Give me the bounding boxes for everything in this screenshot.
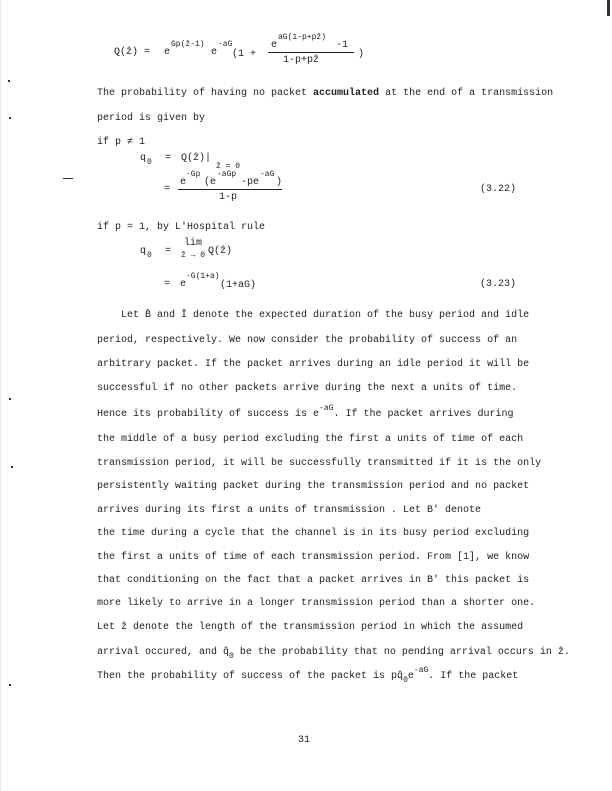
body-line-4: successful if no other packets arrive during the next a units of time. bbox=[97, 383, 518, 394]
eq322-equals: = bbox=[164, 184, 171, 195]
body-line-10: the time during a cycle that the channel is in its busy period excluding bbox=[97, 528, 530, 539]
body-line-15-a: arrival occured, and q̂ bbox=[97, 647, 230, 658]
body-line-5-exp: -aG bbox=[319, 404, 334, 413]
q0lim-lim: lim bbox=[184, 238, 203, 249]
body-line-3: arbitrary packet. If the packet arrives during an idle period it will be bbox=[97, 359, 530, 370]
body-line-16-exp: -aG bbox=[413, 666, 429, 675]
body-line-11: the first a units of time of each transmission period. From [1], we know bbox=[97, 552, 530, 563]
scan-speck bbox=[9, 398, 11, 400]
eq-den: 1-p+pẑ bbox=[283, 55, 320, 66]
fraction-bar bbox=[268, 52, 354, 53]
body-line-14: Let ẑ denote the length of the transmission period in which the assumed bbox=[97, 622, 524, 633]
q0lim-equals: = bbox=[165, 246, 172, 257]
body-line-8: persistently waiting packet during the transmission period and no packet bbox=[97, 481, 530, 492]
eq-e2: e bbox=[211, 47, 218, 58]
body-line-2: period, respectively. We now consider the probability of success of an bbox=[97, 335, 518, 346]
scan-speck bbox=[8, 80, 10, 82]
eq322-fraction-bar bbox=[178, 189, 282, 190]
eq322-end: ) bbox=[276, 177, 283, 188]
eq322-mid: (e bbox=[204, 177, 217, 188]
eq322-tag: (3.22) bbox=[480, 184, 517, 195]
body-line-5 bbox=[97, 404, 514, 421]
body-line-5-a: Hence its probability of success is e bbox=[97, 409, 320, 420]
eq323-exp: -G(1+a) bbox=[186, 272, 220, 281]
body-line-15 bbox=[97, 647, 570, 659]
eq-lhs: Q(ẑ) bbox=[114, 47, 139, 58]
q0lim-sym: q bbox=[140, 246, 147, 257]
body-line-6: the middle of a busy period excluding the first a units of time of each bbox=[97, 434, 524, 445]
body-line-16 bbox=[97, 666, 519, 685]
eq-close: ) bbox=[358, 49, 365, 60]
q0-sub: 0 bbox=[147, 158, 152, 167]
eq-num-exp: aG(1-p+pẑ) bbox=[278, 33, 327, 42]
intro-line-1 bbox=[97, 88, 553, 100]
eq323-tail: (1+aG) bbox=[220, 280, 257, 291]
q0lim-sub: 0 bbox=[147, 251, 152, 260]
body-line-1: Let B̄ and Ī denote the expected duration of the busy period and idle bbox=[121, 310, 530, 321]
body-line-15-b: be the probability that no pending arrival occurs in ẑ. bbox=[233, 647, 570, 658]
intro-text-a: The probability of having no packet bbox=[97, 88, 314, 99]
intro-line-2: period is given by bbox=[97, 113, 206, 124]
eq322-exp1: -Gp bbox=[186, 170, 201, 179]
body-line-16-c: . If the packet bbox=[428, 671, 519, 682]
eq-num-e: e bbox=[271, 40, 278, 51]
page-edge-mark bbox=[607, 0, 610, 16]
q0lim-rhs: Q(ẑ) bbox=[208, 246, 233, 257]
body-line-16-a: Then the probability of success of the packet is pq̂ bbox=[97, 671, 404, 682]
eq323-equals: = bbox=[164, 279, 171, 290]
body-line-5-b: . If the packet arrives during bbox=[333, 409, 514, 420]
scan-speck bbox=[9, 117, 11, 119]
page-number: 31 bbox=[298, 735, 311, 746]
q0-sym: q bbox=[140, 153, 147, 164]
eq322-exp3: -aG bbox=[260, 170, 275, 179]
condition-p-equals-1: if p = 1, by L'Hospital rule bbox=[97, 222, 266, 233]
eq-e1-exp: Gp(ẑ-1) bbox=[171, 40, 205, 49]
eq-num-tail: -1 bbox=[336, 40, 349, 51]
eq322-num-e: e bbox=[180, 177, 187, 188]
eq-open: (1 + bbox=[232, 49, 257, 60]
scan-speck bbox=[9, 684, 11, 686]
page-left-edge bbox=[0, 0, 1, 791]
eq-equals: = bbox=[144, 47, 151, 58]
eq323-e: e bbox=[180, 279, 187, 290]
intro-text-c: at the end of a transmission bbox=[379, 88, 554, 99]
body-line-7: transmission period, it will be successfully transmitted if it is the only bbox=[97, 458, 542, 469]
q0-equals: = bbox=[165, 153, 172, 164]
q0lim-lim-sub: ẑ → 0 bbox=[181, 251, 206, 260]
body-line-13: more likely to arrive in a longer transmission period than a shorter one. bbox=[97, 598, 536, 609]
eq323-tag: (3.23) bbox=[480, 279, 517, 290]
body-line-9: arrives during its first a units of transmission . Let B' denote bbox=[97, 505, 482, 516]
eq322-den: 1-p bbox=[219, 192, 238, 203]
eq322-exp2: -aGp bbox=[217, 170, 237, 179]
intro-text-bold: accumulated bbox=[313, 88, 380, 99]
eq-e1: e bbox=[164, 47, 171, 58]
body-line-12: that conditioning on the fact that a packet arrives in B' this packet is bbox=[97, 575, 530, 586]
eq322-mid2: -pe bbox=[241, 177, 260, 188]
q0-eval-sub: ẑ = 0 bbox=[216, 162, 241, 171]
q0-rhs: Q(ẑ)| bbox=[181, 153, 212, 164]
eq-e2-exp: -aG bbox=[218, 40, 233, 49]
condition-p-not-1: if p ≠ 1 bbox=[97, 137, 146, 148]
body-line-15-sub: 0 bbox=[229, 652, 234, 661]
scan-mark bbox=[63, 178, 73, 179]
body-line-16-sub: 0 bbox=[403, 676, 408, 685]
body-line-16-b: e bbox=[407, 671, 414, 682]
scan-speck bbox=[11, 466, 13, 468]
